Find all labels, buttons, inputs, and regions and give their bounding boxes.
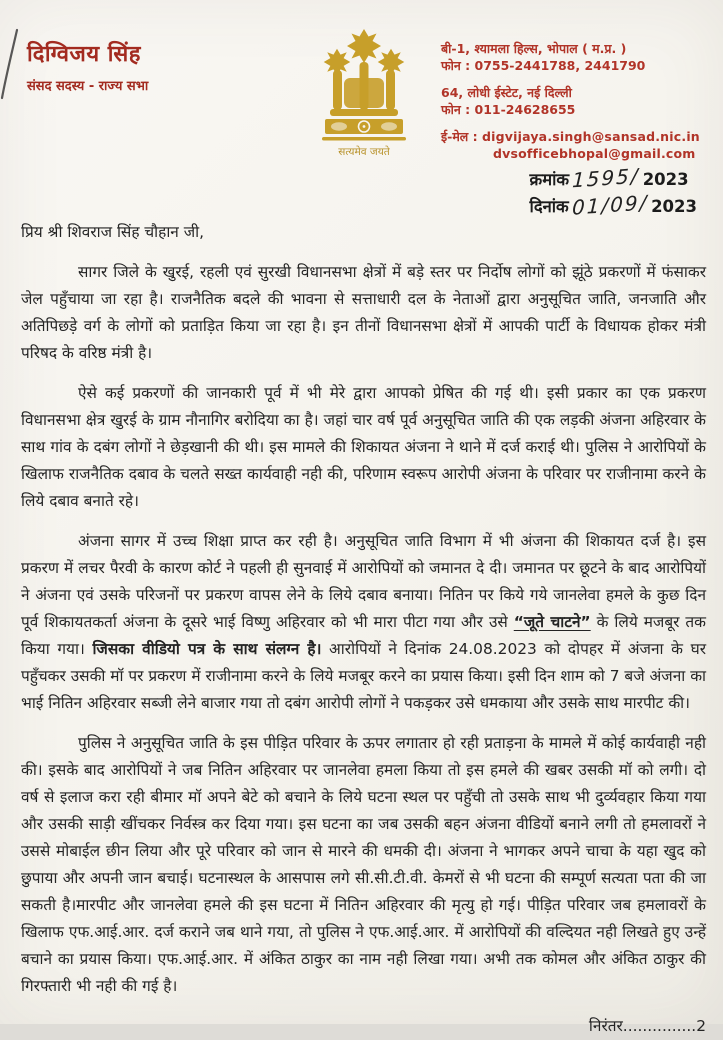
bhopal-address: बी-1, श्यामला हिल्स, भोपाल ( म.प्र. ) bbox=[441, 41, 627, 56]
email-address-1: digvijaya.singh@sansad.nic.in bbox=[481, 129, 700, 144]
emblem-motto: सत्यमेव जयते bbox=[338, 146, 390, 158]
bhopal-contact bbox=[441, 40, 700, 74]
serial-handwritten-value: 1595/ bbox=[571, 163, 641, 193]
body-paragraph-3 bbox=[21, 528, 706, 717]
delhi-contact bbox=[441, 84, 700, 118]
date-year: 2023 bbox=[651, 197, 697, 216]
paragraph-3-text: के लिये मजबूर तक किया गया। bbox=[21, 613, 706, 658]
sender-name: दिग्विजय सिंह bbox=[27, 42, 141, 67]
email-label: ई-मेल : bbox=[441, 129, 482, 144]
reference-block bbox=[529, 163, 697, 220]
sender-title: संसद सदस्य - राज्य सभा bbox=[27, 79, 149, 94]
salutation: प्रिय श्री शिवराज सिंह चौहान जी, bbox=[21, 223, 205, 241]
date-label: दिनांक bbox=[529, 197, 569, 216]
bold-video-note: जिसका वीडियो पत्र के साथ संलग्न है। bbox=[92, 640, 322, 658]
paragraph-3-text: आरोपियों ने दिनांक 24.08.2023 को दोपहर में अंजना के घर पहुँचकर उसकी मॉ पर प्रकरण में राजीनामा करने के लिये मजबूर करने का प्रयास किया। इसी दिन शाम को 7 बजे अंजना का भाई नितिन अहिरवार सब्जी लेने बाजार गया तो दबंग आरोपी लोगों ने पकड़कर उसे धमकाया और उसके साथ मारपीट की। bbox=[21, 640, 706, 712]
sender-block bbox=[27, 38, 148, 94]
continuation-note: निरंतर...............2 bbox=[588, 1017, 706, 1035]
letter-body bbox=[21, 219, 706, 1040]
paragraph-3-text: अंजना सागर में उच्च शिक्षा प्राप्त कर रही है। अनुसूचित जाति विभाग में भी अंजना की शिकायत दर्ज है। इस प्रकरण में लचर पैरवी के कारण कोर्ट ने पहली ही सुनवाई में आरोपियों को जमानत दे दी। जमानत पर छूटने के बाद आरोपियों ने अंजना एवं उसके परिजनों पर प्रकरण वापस लेने के लिये दबाव बनाया। नितिन पर किये गये जानलेवा हमले के कुछ दिन पूर्व शिकायतकर्ता अंजना के दूसरे भाई विष्णु अहिरवार को भी मारा पीटा गया और उसे bbox=[21, 532, 706, 631]
date-row bbox=[529, 190, 697, 220]
body-paragraph-4: पुलिस ने अनुसूचित जाति के इस पीड़ित परिवार के ऊपर लगातार हो रही प्रताड़ना के मामले में कोई कार्यवाही नही की। इसके बाद आरोपियों ने जब नितिन अहिरवार पर जानलेवा हमला किया तो इस हमले की खबर उसकी मॉ को लगी। दो वर्ष से इलाज करा रही बीमार मॉ अपने बेटे को बचाने के लिये घटना स्थल पर पहुँची तो उसके साथ भी दुर्व्यवहार किया गया और उसकी साड़ी खींचकर निर्वस्त्र कर दिया गया। इस घटना का जब उसकी बहन अंजना वीडियों बनाने लगी तो हमलावरों ने उससे मोबाईल छीन लिया और पूरे परिवार को जान से मारने की धमकी दी। अंजना ने भागकर अपने चाचा के यहा खुद को छुपाया और अपनी जान बचाई। घटनास्थल के आसपास लगे सी.सी.टी.वी. केमरों से भी घटना की सम्पूर्ण सत्यता पता की जा सकती है।मारपीट और जानलेवा हमले की इस घटना में नितिन अहिरवार की मृत्यु हो गई। पीड़ित परिवार जब हमलावरों के खिलाफ एफ.आई.आर. दर्ज कराने जब थाने गया, तो पुलिस ने एफ.आई.आर. में आरोपियों की वल्दियत नही लिखते हुए उन्हें बचाने का प्रयास किया। एफ.आई.आर. में अंकित ठाकुर का नाम नही लिखा गया। अभी तक कोमल और अंकित ठाकुर की गिरफ्तारी भी नही की गई है। bbox=[21, 734, 706, 995]
serial-number-row bbox=[529, 163, 697, 193]
serial-label: क्रमांक bbox=[529, 170, 570, 189]
body-paragraph-2: ऐसे कई प्रकरणों की जानकारी पूर्व में भी मेरे द्वारा आपको प्रेषित की गई थी। इसी प्रकार का एक प्रकरण विधानसभा क्षेत्र खुरई के ग्राम नौनागिर बरोदिया का है। जहां चार वर्ष पूर्व अनुसूचित जाति की एक लड़की अंजना अहिरवार के साथ गांव के दबंग लोगों ने छेड़खानी की थी। इस मामले की शिकायत अंजना ने थाने में दर्ज कराई थी। पुलिस ने आरोपियों के खिलाफ राजनैतिक दबाव के चलते सख्त कार्यवाही नही की, परिणाम स्वरूप आरोपी अंजना के परिवार पर राजीनामा करने के लिये दबाव बनाते रहे। bbox=[21, 384, 706, 510]
bhopal-phone: फोन : 0755-2441788, 2441790 bbox=[441, 58, 646, 73]
delhi-address: 64, लोधी ईस्टेट, नई दिल्ली bbox=[441, 85, 572, 100]
delhi-phone: फोन : 011-24628655 bbox=[441, 102, 576, 117]
email-address-2: dvsofficebhopal@gmail.com bbox=[493, 146, 696, 161]
date-handwritten-value: 01/09/ bbox=[571, 190, 649, 220]
handwritten-slash-mark bbox=[0, 26, 23, 104]
national-emblem-icon bbox=[306, 18, 422, 162]
serial-year: 2023 bbox=[642, 170, 689, 189]
underlined-quote: “जूते चाटने” bbox=[513, 613, 591, 631]
email-contact bbox=[441, 128, 700, 162]
contact-block bbox=[441, 40, 700, 172]
body-paragraph-1: सागर जिले के खुरई, रहली एवं सुरखी विधानसभा क्षेत्रों में बड़े स्तर पर निर्दोष लोगों को झूंठे प्रकरणों में फंसाकर जेल पहुँचाया जा रहा है। राजनैतिक बदले की भावना से सत्ताधारी दल के नेताओं द्वारा अनुसूचित जाति, जनजाति और अतिपिछड़े वर्ग के लोगों को प्रताड़ित किया जा रहा है। इन तीनों विधानसभा क्षेत्रों में आपकी पार्टी के विधायक होकर मंत्री परिषद के वरिष्ठ मंत्री है। bbox=[21, 263, 706, 362]
